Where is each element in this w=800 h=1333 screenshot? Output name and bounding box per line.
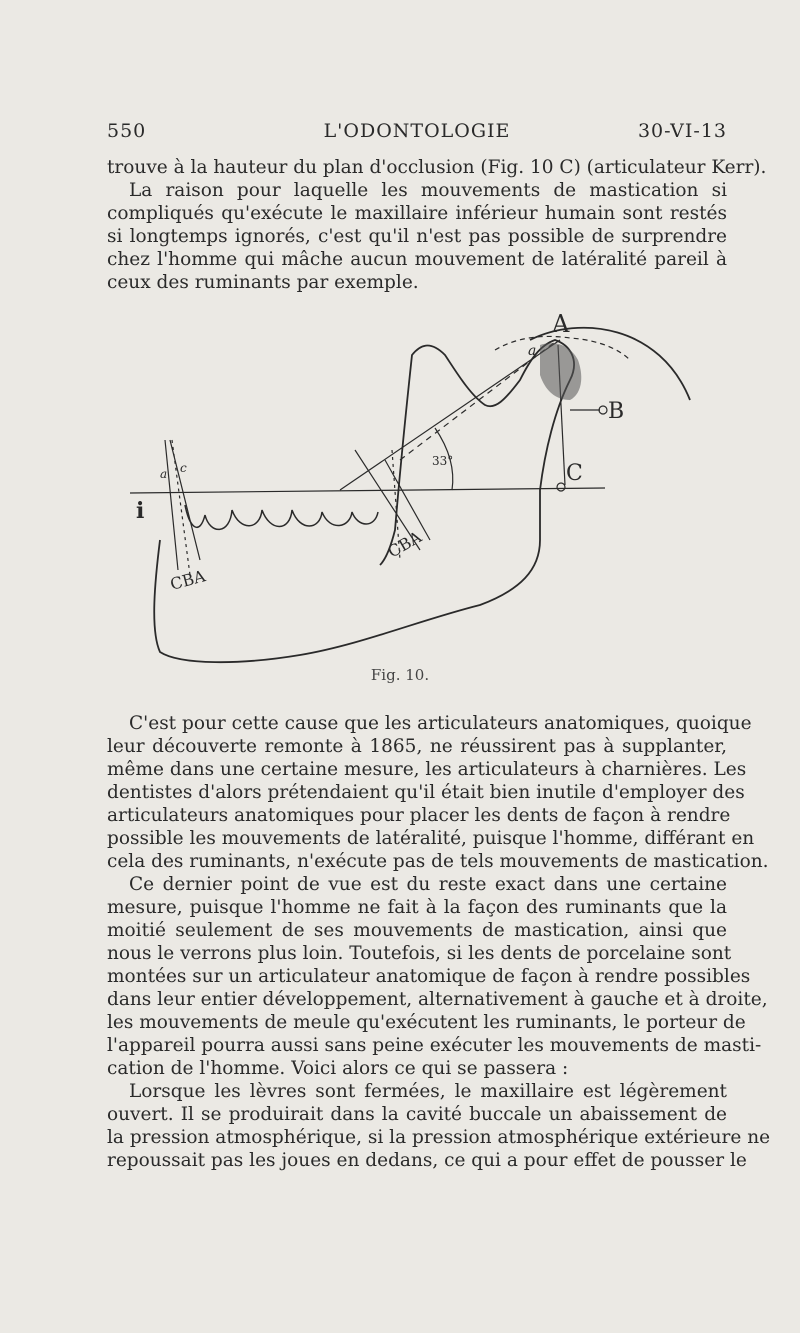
label-cba-mid: CBA [384,527,425,562]
text-line: les mouvements de meule qu'exécutent les ruminants, le porteur de [107,1012,746,1033]
text-line: chez l'homme qui mâche aucun mouvement de latéralité pareil à [107,249,727,270]
text-line: Lorsque les lèvres sont fermées, le maxillaire est légèrement [129,1081,727,1102]
text-line: C'est pour cette cause que les articulateurs anatomiques, quoique [129,713,752,734]
point-b-marker [599,406,607,414]
label-i: i [136,498,145,524]
text-line: même dans une certaine mesure, les articulateurs à charnières. Les [107,759,747,780]
text-line: dentistes d'alors prétendaient qu'il était bien inutile d'employer des [107,782,745,803]
text-line: articulateurs anatomiques pour placer les dents de façon à rendre [107,805,731,826]
point-c-marker [557,483,565,491]
text-line: moitié seulement de ses mouvements de mastication, ainsi que [107,920,727,941]
label-a-left: a [160,467,168,481]
mandible-outline [154,328,690,662]
text-line: dans leur entier développement, alternativement à gauche et à droite, [107,989,768,1010]
issue-date: 30-VI-13 [637,120,727,142]
text-line: Ce dernier point de vue est du reste exact dans une certaine [129,874,727,895]
text-line: ceux des ruminants par exemple. [107,272,419,293]
running-header [107,120,727,144]
text-line: compliqués qu'exécute le maxillaire inférieur humain sont restés [107,203,727,224]
journal-title: L'ODONTOLOGIE [323,120,511,142]
text-line: La raison pour laquelle les mouvements de mastication si [129,180,727,201]
page-number: 550 [107,120,147,142]
text-line: ouvert. Il se produirait dans la cavité buccale un abaissement de [107,1104,727,1125]
text-line: cela des ruminants, n'exécute pas de tels mouvements de mastication. [107,851,769,872]
text-line: trouve à la hauteur du plan d'occlusion (Fig. 10 C) (articulateur Kerr). [107,157,767,178]
text-line: repoussait pas les joues en dedans, ce qui a pour effet de pousser le [107,1150,747,1171]
paragraph-bottom [107,712,771,1172]
label-a-upper: A [552,310,570,338]
teeth-row [185,505,378,529]
label-c-left: c [180,461,187,475]
text-line: leur découverte remonte à 1865, ne réussirent pas à supplanter, [107,736,727,757]
text-line: l'appareil pourra aussi sans peine exécuter les mouvements de masti- [107,1035,762,1056]
label-cba-left: CBA [168,566,208,594]
label-a-lower: a [528,343,537,359]
jaw-diagram [100,300,700,680]
text-line: mesure, puisque l'homme ne fait à la façon des ruminants que la [107,897,727,918]
text-line: si longtemps ignorés, c'est qu'il n'est pas possible de surprendre [107,226,727,247]
text-line: montées sur un articulateur anatomique de façon à rendre possibles [107,966,751,987]
text-line: la pression atmosphérique, si la pression atmosphérique extérieure ne [107,1127,771,1148]
figure-caption: Fig. 10. [370,666,430,684]
text-line: possible les mouvements de latéralité, puisque l'homme, différant en [107,828,755,849]
label-c: C [566,461,583,486]
text-line: cation de l'homme. Voici alors ce qui se passera : [107,1058,569,1079]
paragraph-top [107,156,767,294]
text-line: nous le verrons plus loin. Toutefois, si les dents de porcelaine sont [107,943,732,964]
condyle-shading [540,343,581,400]
angle-label: 33° [432,454,454,468]
label-b: B [608,399,625,424]
